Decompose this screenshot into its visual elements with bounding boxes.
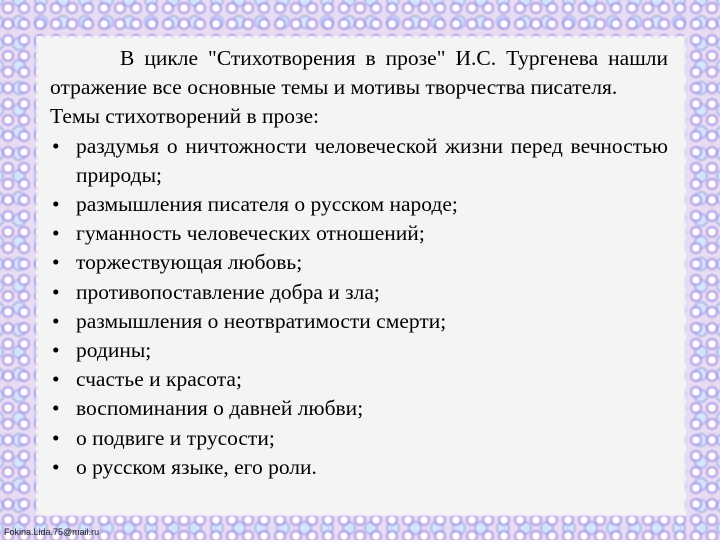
author-email-footer: Fokina.Lida.75@mail.ru — [4, 527, 100, 537]
theme-item: • гуманность человеческих отношений; — [50, 219, 668, 248]
theme-item: • противопоставление добра и зла; — [50, 278, 668, 307]
theme-item: • воспоминания о давней любви; — [50, 394, 668, 423]
theme-item: • раздумья о ничтожности человеческой жизни перед вечностью природы; — [50, 132, 668, 190]
theme-item: • о подвиге и трусости; — [50, 424, 668, 453]
theme-item: • торжествующая любовь; — [50, 248, 668, 277]
slide-text — [50, 44, 668, 482]
themes-list — [50, 132, 668, 482]
theme-item: • счастье и красота; — [50, 365, 668, 394]
themes-heading: Темы стихотворений в прозе: — [50, 104, 320, 129]
slide-content-panel — [38, 38, 684, 514]
intro-paragraph: В цикле "Стихотворения в прозе" И.С. Тургенева нашли отражение все основные темы и мотивы творчества писателя. — [50, 46, 668, 100]
theme-item: • размышления о неотвратимости смерти; — [50, 307, 668, 336]
theme-item: • родины; — [50, 336, 668, 365]
theme-item: • размышления писателя о русском народе; — [50, 190, 668, 219]
theme-item: • о русском языке, его роли. — [50, 453, 668, 482]
